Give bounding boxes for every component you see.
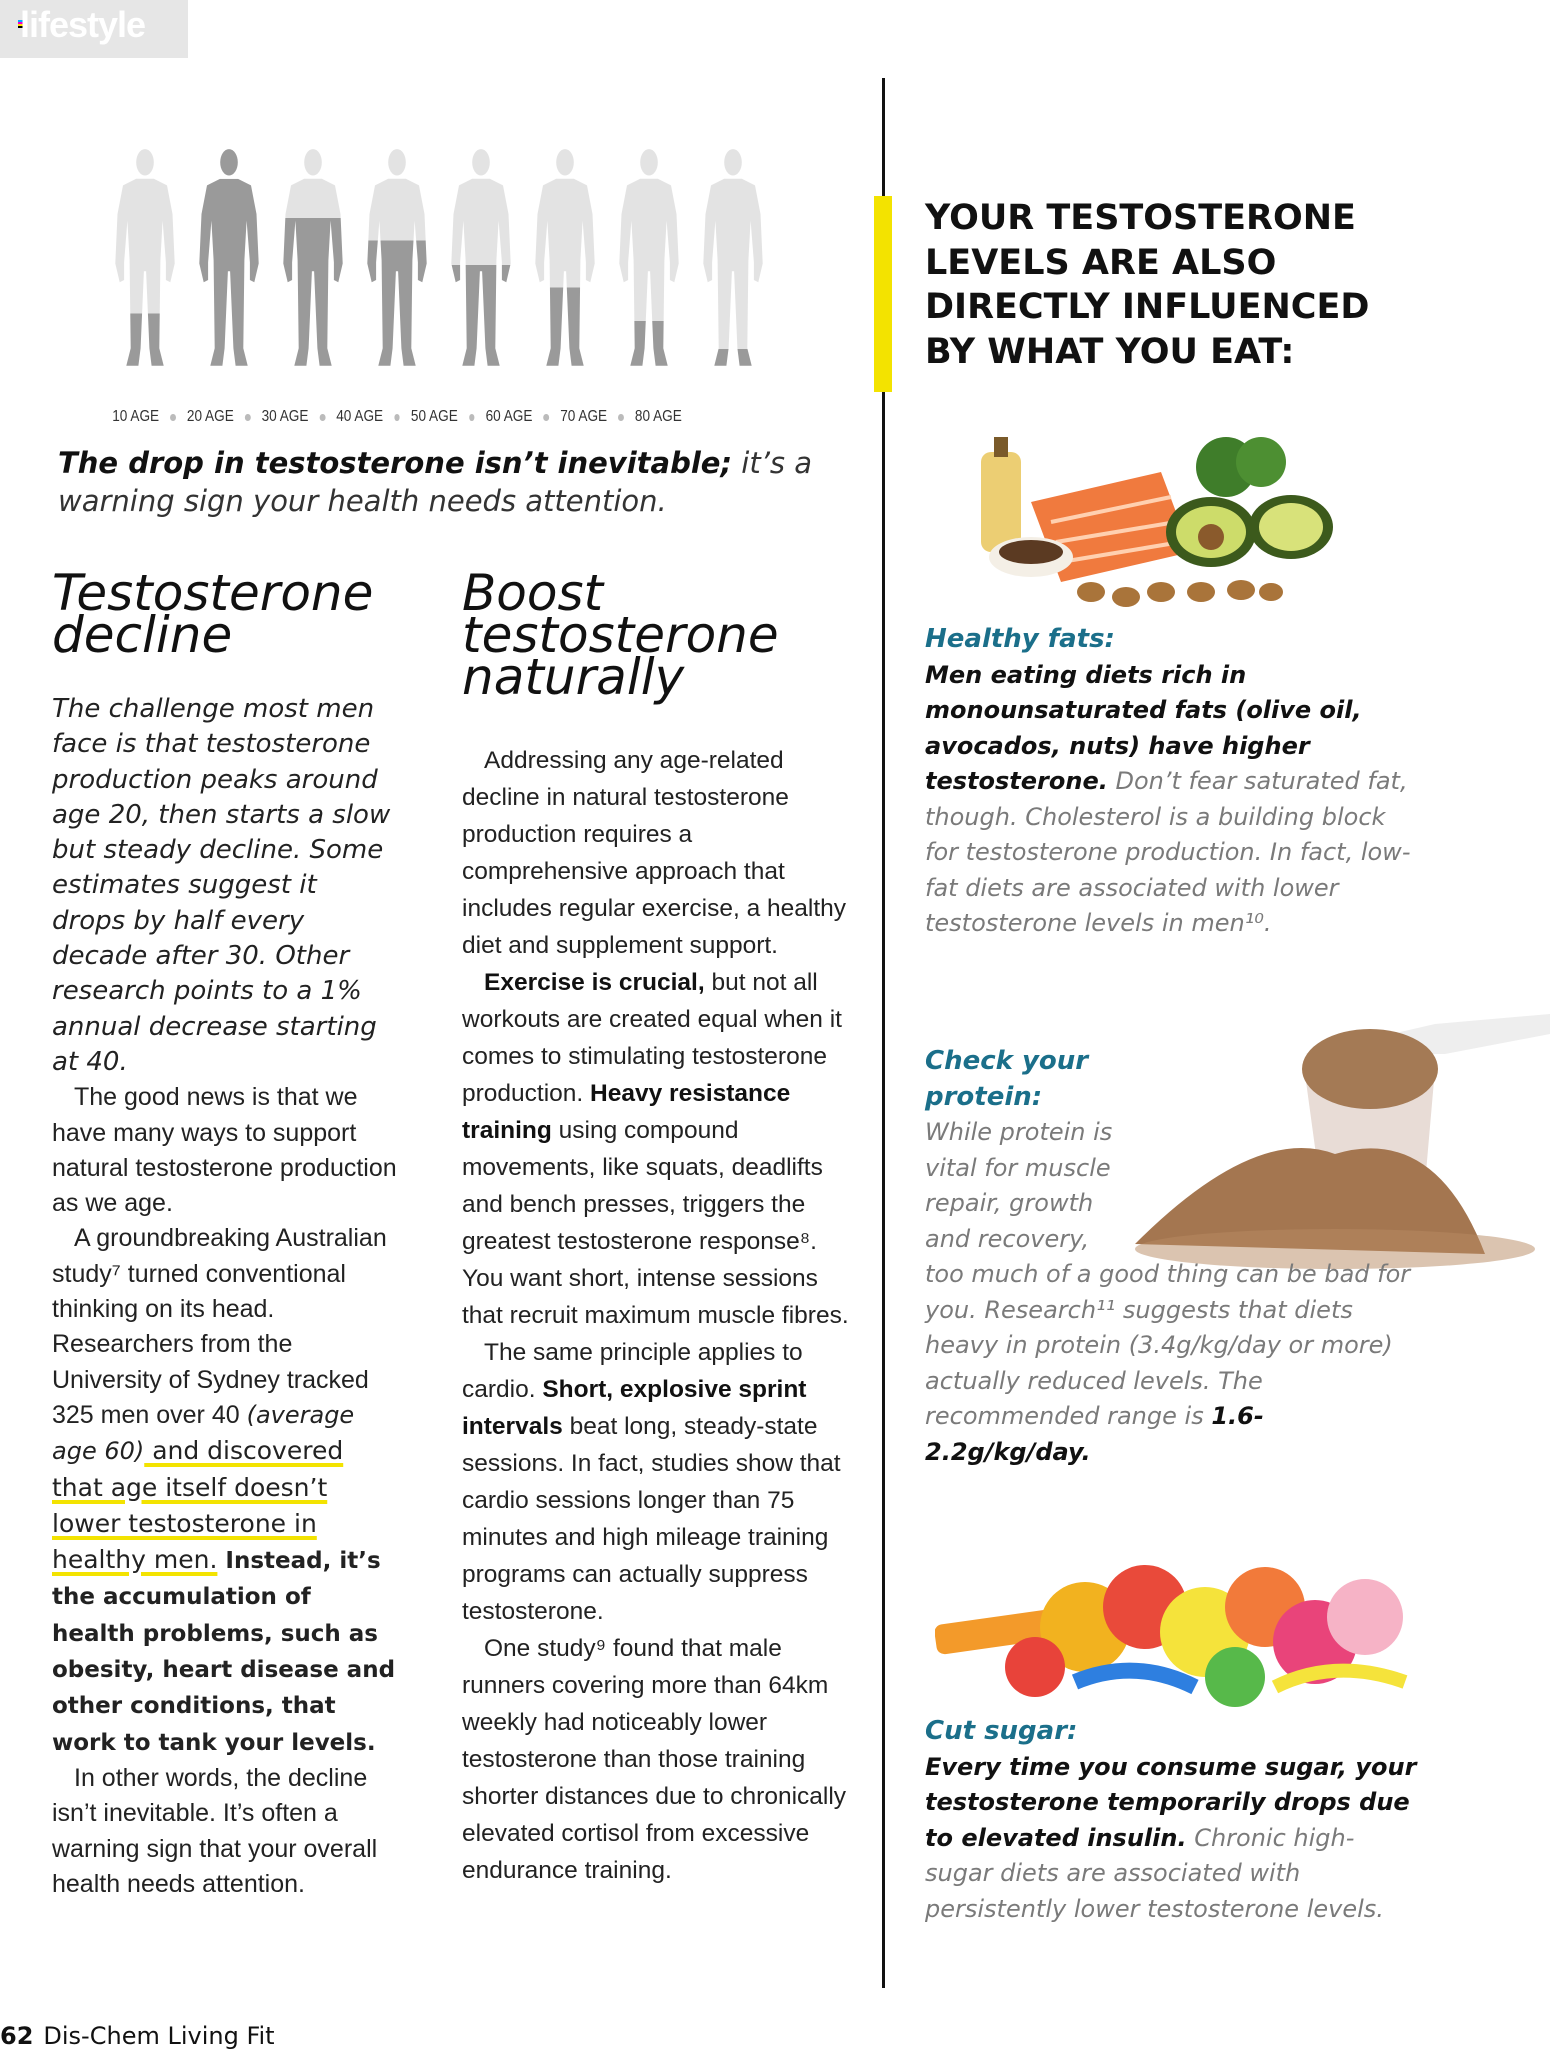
page-footer bbox=[0, 2022, 275, 2050]
age-label: 10 AGE bbox=[112, 408, 160, 425]
age-label: 70 AGE bbox=[560, 408, 608, 425]
healthy-fats-section bbox=[925, 622, 1420, 942]
paragraph bbox=[52, 1221, 397, 1760]
paragraph bbox=[52, 1080, 397, 1221]
tagline-bold: The drop in testosterone isn’t inevitable; bbox=[58, 446, 733, 480]
paragraph bbox=[52, 1761, 397, 1902]
text-segment: The good news is that we have many ways to support natural testosterone production as we age. bbox=[52, 1083, 397, 1218]
sidebar-heading: YOUR TESTOSTERONE LEVELS ARE ALSO DIRECTLY INFLUENCED BY WHAT YOU EAT: bbox=[925, 198, 1370, 372]
tagline-light: it’s a warning sign your health needs attention. bbox=[58, 446, 813, 518]
protein-body: While protein is vital for muscle repair, growth and recovery, too much of a good thing can be bad for you. Research¹¹ suggests that diets heavy in protein (3.4g/kg/day or more) actually reduced levels. The recommended range is bbox=[925, 1118, 1411, 1430]
column-decline-body bbox=[52, 692, 397, 1902]
heading-testosterone-decline: Testosterone decline bbox=[52, 564, 374, 664]
text-segment: and discovered that age itself doesn’t lower testosterone in healthy men. bbox=[52, 1436, 344, 1575]
protein-range: 1.6-2.2g/kg/day. bbox=[925, 1402, 1264, 1466]
paragraph bbox=[52, 692, 397, 1080]
text-segment: One study⁹ found that male runners covering more than 64km weekly had noticeably lower testosterone than those training shorter distances due to chronically elevated cortisol from excessive endurance training. bbox=[462, 1635, 847, 1884]
column-boost-body bbox=[462, 742, 852, 1889]
healthy-fats-title: Healthy fats: bbox=[925, 624, 1115, 654]
publication-name: Dis-Chem Living Fit bbox=[43, 2022, 275, 2050]
text-segment: but not all workouts are created equal when it comes to stimulating testosterone production. bbox=[462, 969, 842, 1107]
age-separator-dot bbox=[245, 414, 251, 421]
age-labels bbox=[108, 404, 686, 430]
age-figure bbox=[367, 149, 426, 366]
age-separator-dot bbox=[544, 414, 550, 421]
paragraph bbox=[462, 1630, 852, 1889]
page-number: 62 bbox=[0, 2022, 34, 2050]
age-label: 40 AGE bbox=[336, 408, 384, 425]
age-figures-illustration bbox=[90, 148, 790, 373]
age-label: 80 AGE bbox=[634, 408, 682, 425]
text-segment: Exercise is crucial, bbox=[484, 969, 705, 996]
text-segment: A groundbreaking Australian study⁷ turned conventional thinking on its head. Researchers from the University of Sydney tracked 325 men over 40 bbox=[52, 1224, 387, 1429]
healthy-fats-image bbox=[961, 432, 1361, 608]
text-segment: The challenge most men face is that testosterone production peaks around age 20, then starts a slow but steady decline. Some estimates suggest it drops by half every decade after 30. Other research points to a 1% annual decrease starting at 40. bbox=[52, 694, 391, 1077]
age-separator-dot bbox=[618, 414, 624, 421]
accent-bar bbox=[874, 196, 892, 392]
age-label: 20 AGE bbox=[186, 408, 234, 425]
age-figure bbox=[199, 149, 258, 366]
text-segment: In other words, the decline isn’t inevitable. It’s often a warning sign that your overall health needs attention. bbox=[52, 1763, 378, 1898]
age-label: 50 AGE bbox=[410, 408, 458, 425]
age-label: 30 AGE bbox=[261, 408, 309, 425]
text-segment: (average age 60) bbox=[52, 1400, 355, 1466]
sugary-candy-image bbox=[935, 1557, 1427, 1707]
healthy-fats-body: Don’t fear saturated fat, though. Cholesterol is a building block for testosterone production. In fact, low-fat diets are associated with lower testosterone levels in men¹⁰. bbox=[925, 767, 1411, 937]
healthy-fats-bold: Men eating diets rich in monounsaturated fats (olive oil, avocados, nuts) have higher testosterone. bbox=[925, 660, 1362, 795]
text-segment: Short, explosive sprint intervals bbox=[462, 1376, 807, 1440]
sugar-body: Chronic high-sugar diets are associated with persistently lower testosterone levels. bbox=[925, 1823, 1384, 1923]
heading-boost-testosterone: Boost testosterone naturally bbox=[462, 564, 779, 706]
age-separator-dot bbox=[394, 414, 400, 421]
text-segment: Heavy resistance training bbox=[462, 1080, 791, 1144]
age-separator-dot bbox=[170, 414, 176, 421]
paragraph bbox=[462, 742, 852, 964]
text-segment: Addressing any age-related decline in natural testosterone production requires a comprehensive approach that includes regular exercise, a healthy diet and supplement support. bbox=[462, 747, 847, 959]
section-tab bbox=[0, 0, 188, 58]
age-figure bbox=[115, 149, 174, 366]
age-figure bbox=[703, 149, 762, 366]
sugar-title: Cut sugar: bbox=[925, 1716, 1078, 1746]
sugar-section bbox=[925, 1714, 1420, 1927]
sugar-bold: Every time you consume sugar, your testosterone temporarily drops due to elevated insulin. bbox=[925, 1752, 1417, 1852]
age-separator-dot bbox=[469, 414, 475, 421]
age-separator-dot bbox=[320, 414, 326, 421]
paragraph bbox=[462, 1334, 852, 1630]
text-segment: Instead, it’s the accumulation of health problems, such as obesity, heart disease and other conditions, that work to tank your levels. bbox=[52, 1548, 396, 1756]
text-segment: The same principle applies to cardio. bbox=[462, 1339, 803, 1403]
text-segment: using compound movements, like squats, deadlifts and bench presses, triggers the greatest testosterone response⁸. You want short, intense sessions that recruit maximum muscle fibres. bbox=[462, 1117, 849, 1329]
age-label: 60 AGE bbox=[485, 408, 533, 425]
age-figure bbox=[283, 149, 342, 366]
age-figure bbox=[619, 149, 678, 366]
section-label: lifestyle bbox=[20, 4, 146, 45]
protein-section bbox=[925, 1044, 1420, 1470]
paragraph bbox=[462, 964, 852, 1334]
age-figure bbox=[535, 149, 594, 366]
protein-title: Check your protein: bbox=[925, 1046, 1089, 1112]
age-figure bbox=[451, 149, 510, 366]
text-segment: beat long, steady-state sessions. In fact, studies show that cardio sessions longer than 75 minutes and high mileage training programs can actually suppress testosterone. bbox=[462, 1413, 841, 1625]
tagline bbox=[58, 444, 858, 520]
